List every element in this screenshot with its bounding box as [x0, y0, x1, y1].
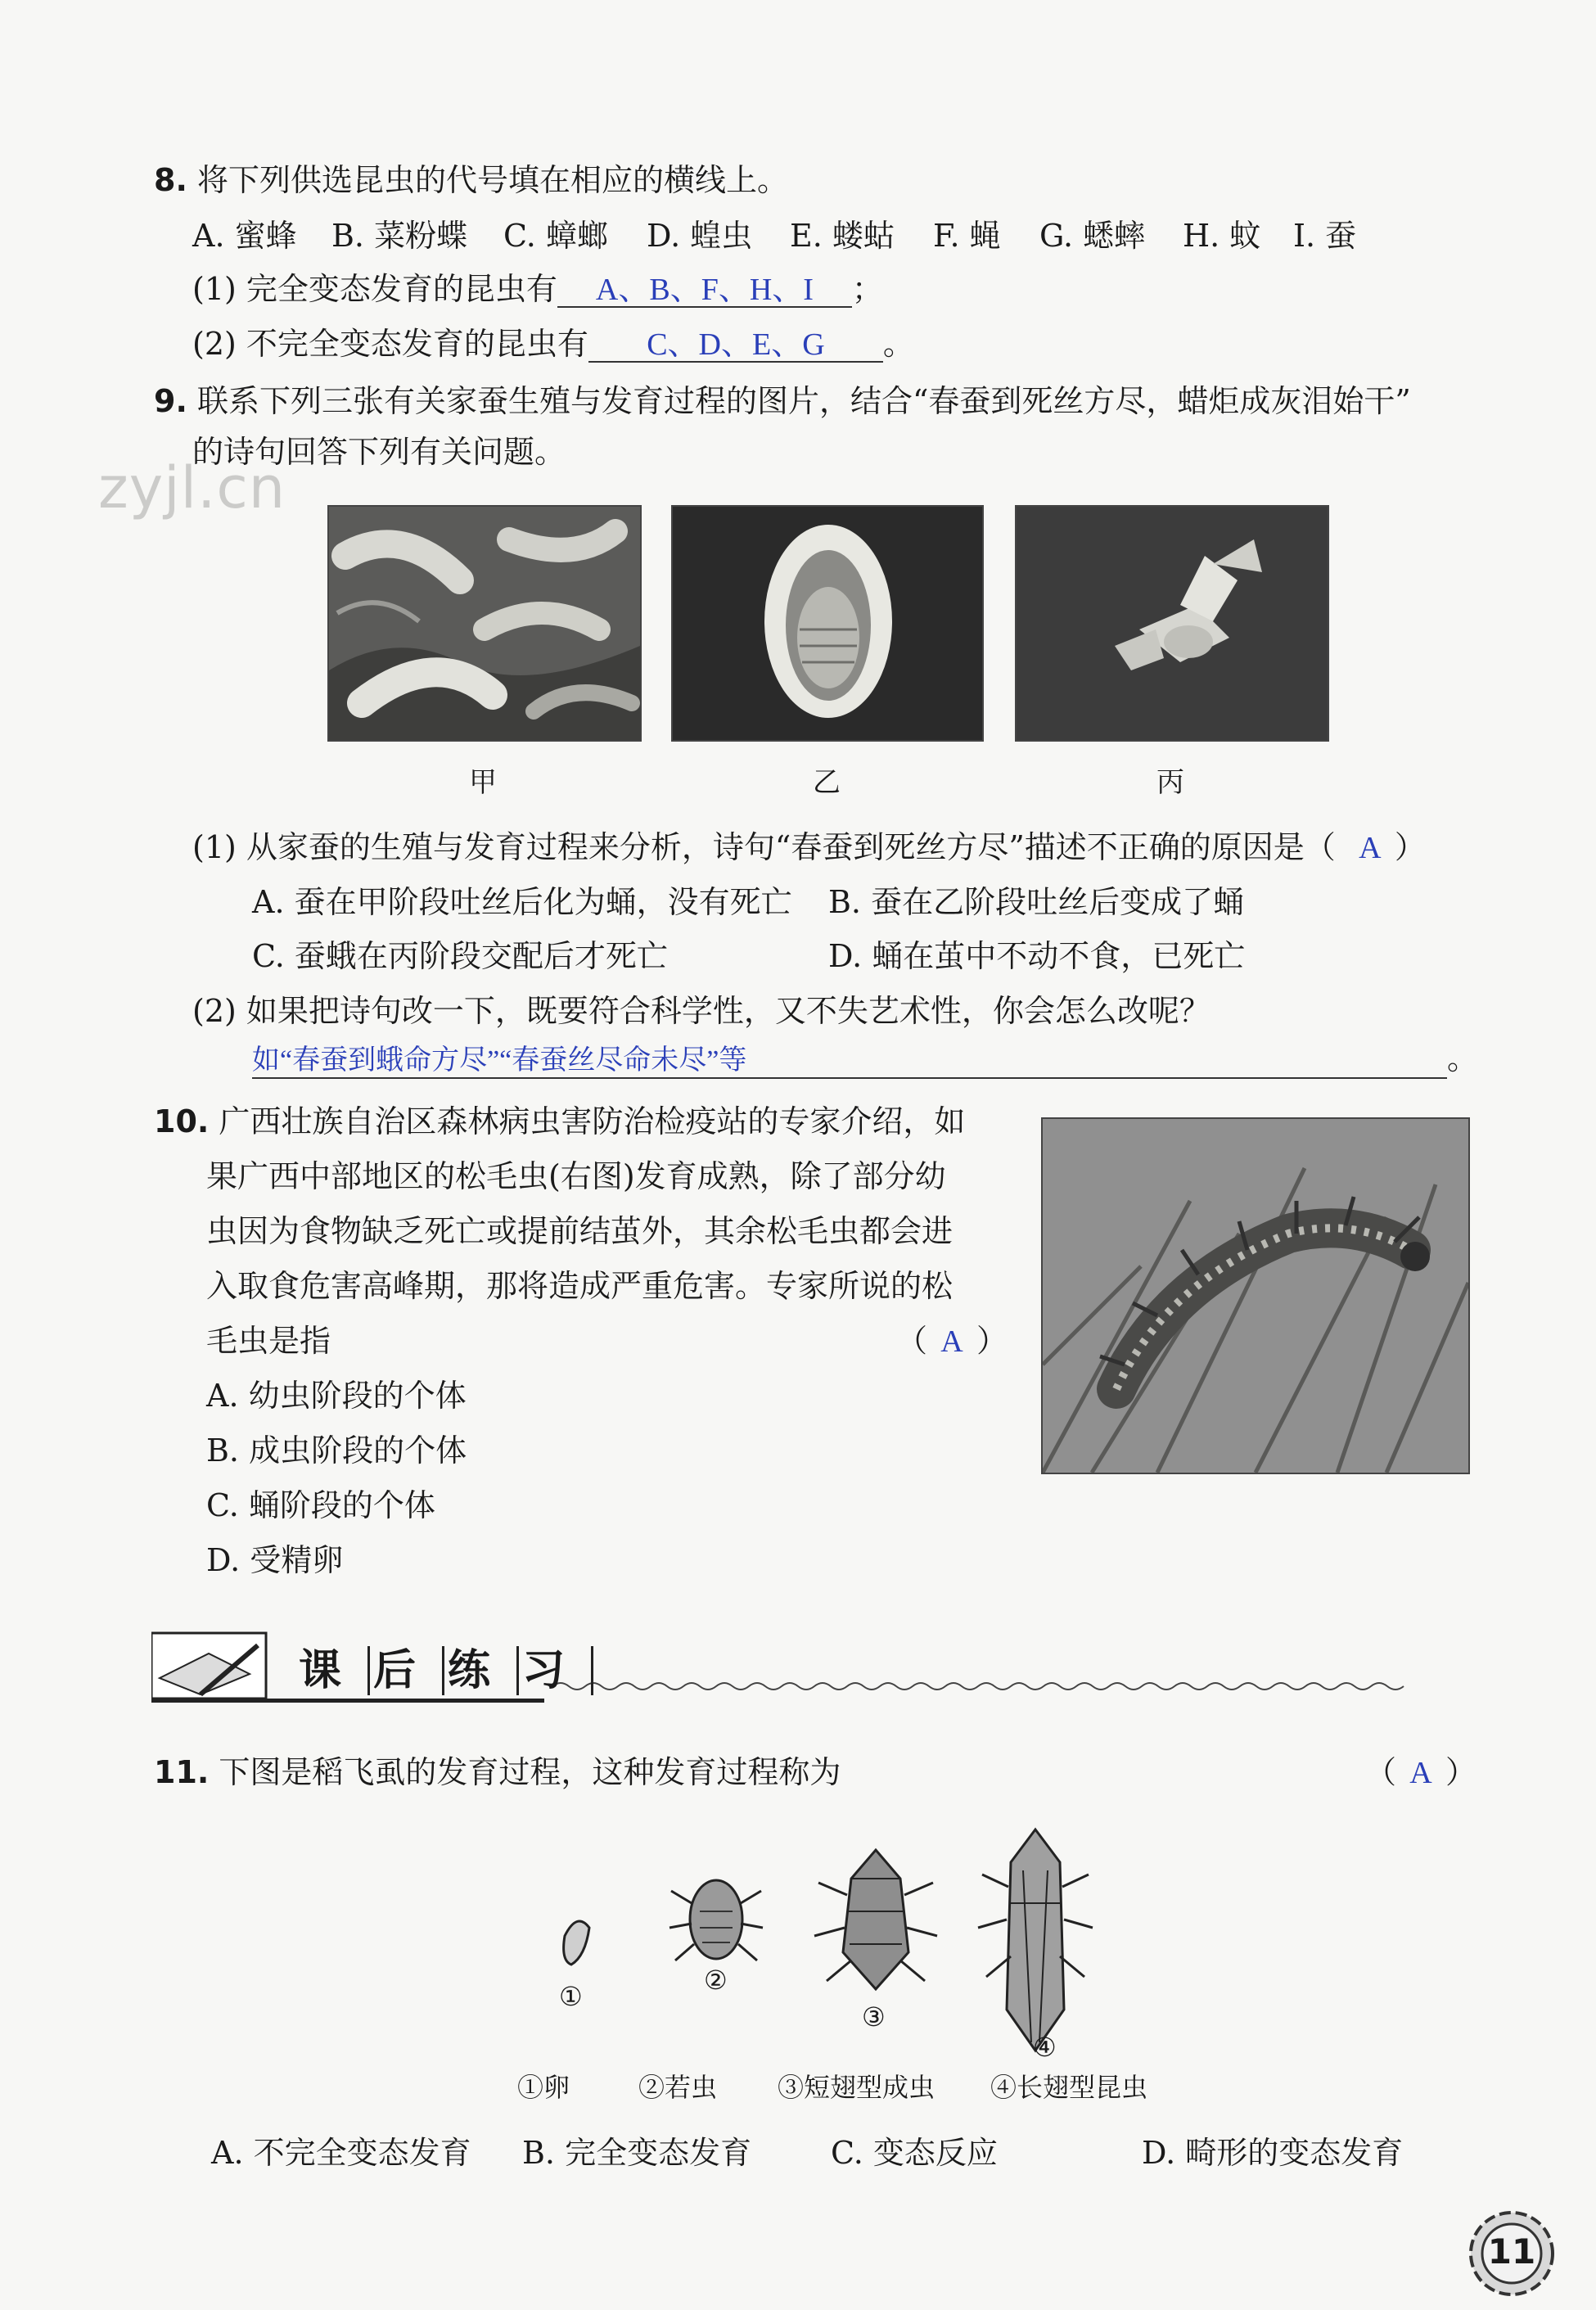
q11-bracket-open: （: [1365, 1754, 1397, 1790]
q10-line3: 虫因为食物缺乏死亡或提前结茧外，其余松毛虫都会进: [206, 1213, 954, 1249]
q11-stem-text: 下图是稻飞虱的发育过程，这种发育过程称为: [219, 1754, 841, 1790]
q10-option-a: A. 幼虫阶段的个体: [206, 1378, 467, 1414]
section-header: [151, 1629, 1461, 1703]
q9-stem-text1: 联系下列三张有关家蚕生殖与发育过程的图片，结合“春蚕到死丝方尽，蜡炬成灰泪始干”: [196, 383, 1411, 419]
q11-bracket-close: ）: [1445, 1754, 1477, 1790]
q9-sub1-option-b: B. 蚕在乙阶段吐丝后变成了蛹: [828, 884, 1245, 920]
q10-line4: 入取食危害高峰期，那将造成严重危害。专家所说的松: [206, 1268, 954, 1304]
q10-text1: 广西壮族自治区森林病虫害防治检疫站的专家介绍，如: [219, 1103, 966, 1139]
q9-number: 9.: [154, 383, 187, 419]
q9-sub1-option-d: D. 蛹在茧中不动不食，已死亡: [828, 938, 1246, 974]
section-char-2: 后: [373, 1646, 444, 1695]
q9-sub2-end: 。: [1447, 1040, 1479, 1076]
silkworm-larva-illustration: [329, 507, 640, 740]
q10-option-c: C. 蛹阶段的个体: [206, 1487, 435, 1523]
q11-stem: [154, 1752, 841, 1793]
q8-sub2: [192, 323, 914, 364]
q9-sub1-answer[interactable]: A: [1359, 831, 1382, 865]
q11-option-b: B. 完全变态发育: [522, 2135, 752, 2171]
cocoon-pupa-photo: [671, 505, 984, 742]
q10-bracket-open: （: [896, 1323, 928, 1359]
q8-option-f: F. 蝇: [933, 218, 1001, 254]
stage-number-4: ④: [1033, 2032, 1057, 2063]
section-title: [299, 1635, 597, 1697]
q8-option-i: I. 蚕: [1293, 218, 1357, 254]
q10-bracket-close: ）: [976, 1323, 1008, 1359]
q10-line1: [154, 1101, 965, 1142]
q10-answer[interactable]: A: [940, 1324, 963, 1359]
q8-options: [192, 215, 1367, 256]
q9-sub1-close: ）: [1394, 829, 1426, 865]
stage-number-3: ③: [862, 2001, 886, 2033]
q11-number: 11.: [154, 1754, 210, 1790]
silkworm-larva-photo: [327, 505, 642, 742]
q8-sub2-answer[interactable]: C、D、E、G: [588, 328, 883, 363]
stage-number-1: ①: [559, 1981, 583, 2012]
planthopper-lifecycle-illustration: [540, 1813, 1162, 2067]
pine-caterpillar-photo: [1041, 1117, 1470, 1474]
q11-option-a: A. 不完全变态发育: [211, 2135, 471, 2171]
page-number: 11: [1487, 2231, 1536, 2272]
q10-line2: 果广西中部地区的松毛虫(右图)发育成熟，除了部分幼: [206, 1158, 946, 1194]
q8-option-a: A. 蜜蜂: [192, 218, 297, 254]
q8-sub1-answer[interactable]: A、B、F、H、I: [557, 273, 852, 308]
q9-sub2-answer[interactable]: 如“春蚕到蛾命方尽”“春蚕丝尽命未尽”等: [252, 1044, 1447, 1079]
q11-option-d: D. 畸形的变态发育: [1142, 2135, 1404, 2171]
q8-sub2-end: 。: [882, 326, 914, 362]
q9-sub2-answer-line: [252, 1038, 1478, 1079]
watermark: zyjl.cn: [98, 454, 286, 521]
long-wing-adult-drawing: [978, 1830, 1093, 2051]
q10-line5: 毛虫是指: [206, 1323, 331, 1359]
q9-sub1: [192, 827, 1426, 869]
pine-caterpillar-illustration: [1043, 1119, 1468, 1473]
q8-option-b: B. 菜粉蝶: [331, 218, 468, 254]
q9-stem-line1: [154, 381, 1411, 422]
q9-stem-line2: 的诗句回答下列有关问题。: [192, 434, 566, 470]
q11-bracket: [1365, 1752, 1477, 1793]
q8-option-e: E. 蝼蛄: [790, 218, 895, 254]
q9-sub1-text: (1) 从家蚕的生殖与发育过程来分析，诗句“春蚕到死丝方尽”描述不正确的原因是（: [192, 829, 1336, 865]
page-number-badge: [1467, 2208, 1557, 2299]
q10-option-b: B. 成虫阶段的个体: [206, 1432, 467, 1469]
q11-answer[interactable]: A: [1409, 1756, 1432, 1790]
legend-egg: ①卵: [517, 2072, 570, 2103]
section-char-4: 习: [522, 1646, 593, 1695]
caption-yi: 乙: [813, 766, 841, 799]
q8-stem: [154, 160, 788, 201]
q11-option-c: C. 变态反应: [831, 2135, 998, 2171]
q10-bracket: [896, 1320, 1008, 1362]
q8-stem-text: 将下列供选昆虫的代号填在相应的横线上。: [196, 162, 788, 198]
moth-adult-illustration: [1017, 507, 1328, 740]
caption-bing: 丙: [1156, 766, 1184, 799]
caption-jia: 甲: [469, 766, 497, 799]
q8-sub1-end: ；: [851, 271, 883, 307]
q8-sub2-label: (2) 不完全变态发育的昆虫有: [192, 326, 588, 362]
nymph-drawing: [670, 1880, 763, 1960]
section-char-1: 课: [299, 1646, 370, 1695]
q9-sub2: (2) 如果把诗句改一下，既要符合科学性，又不失艺术性，你会怎么改呢？: [192, 993, 1211, 1029]
q8-number: 8.: [154, 162, 187, 198]
q9-sub1-option-a: A. 蚕在甲阶段吐丝后化为蛹，没有死亡: [252, 884, 792, 920]
q9-sub1-option-c: C. 蚕蛾在丙阶段交配后才死亡: [252, 938, 668, 974]
q8-sub1-label: (1) 完全变态发育的昆虫有: [192, 271, 557, 307]
q8-option-c: C. 蟑螂: [503, 218, 608, 254]
moth-adult-photo: [1015, 505, 1329, 742]
cocoon-pupa-illustration: [673, 507, 982, 740]
q8-option-d: D. 蝗虫: [647, 218, 753, 254]
q10-number: 10.: [154, 1103, 210, 1139]
q8-option-h: H. 蚊: [1183, 218, 1261, 254]
legend-short-wing: ③短翅型成虫: [778, 2072, 936, 2103]
q8-sub1: [192, 268, 883, 309]
stage-number-2: ②: [704, 1965, 728, 1996]
legend-nymph: ②若虫: [638, 2072, 718, 2103]
short-wing-adult-drawing: [814, 1850, 937, 1989]
q10-option-d: D. 受精卵: [206, 1542, 344, 1578]
egg-drawing: [564, 1921, 589, 1965]
section-char-3: 练: [448, 1646, 519, 1695]
q8-option-g: G. 蟋蟀: [1039, 218, 1146, 254]
legend-long-wing: ④长翅型昆虫: [990, 2072, 1148, 2103]
